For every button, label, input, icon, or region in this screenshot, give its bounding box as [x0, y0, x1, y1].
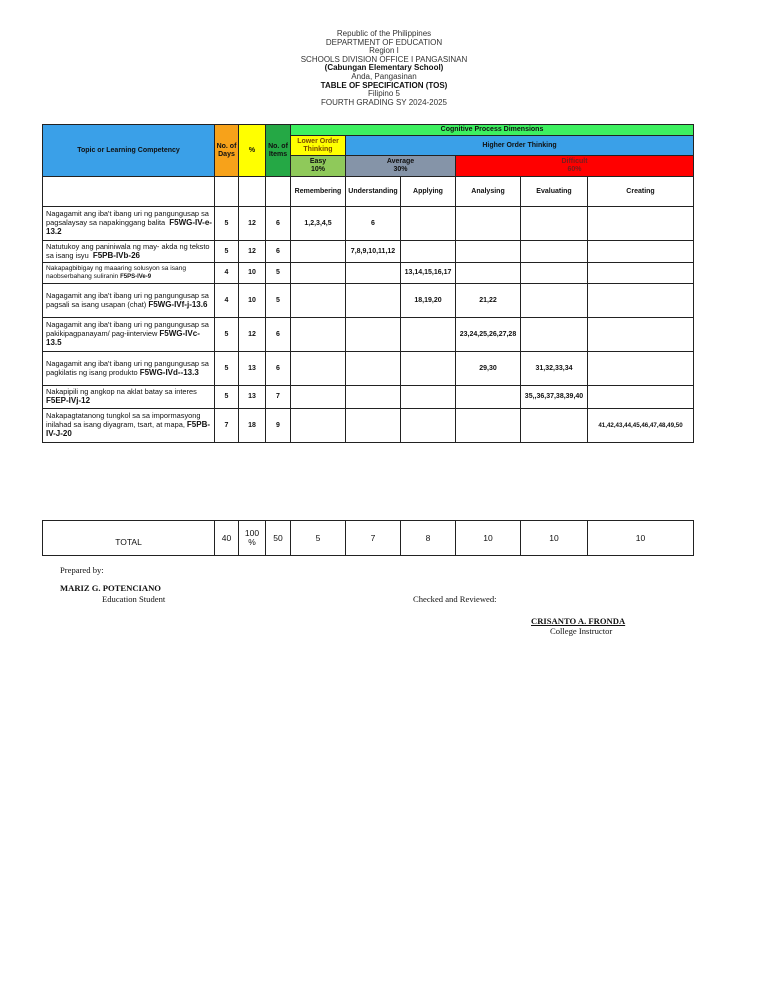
days-cell: 7 [215, 409, 239, 443]
analysing-cell [456, 409, 521, 443]
applying-cell [401, 386, 456, 409]
competency-cell [43, 241, 215, 263]
total-remembering: 5 [291, 521, 346, 556]
competency-code: F5PS-IVe-9 [120, 274, 152, 280]
applying-cell [401, 207, 456, 241]
table-row [43, 409, 694, 443]
total-applying: 8 [401, 521, 456, 556]
evaluating-cell [521, 207, 588, 241]
competency-text: Nakapagbibigay ng maaaring solusyon sa isang naobserbahang suliranin [46, 265, 187, 280]
header-topic: Topic or Learning Competency [43, 125, 215, 177]
evaluating-cell [521, 263, 588, 284]
creating-cell [588, 263, 694, 284]
header-creating: Creating [588, 177, 694, 207]
total-table [42, 520, 694, 556]
header-easy [291, 156, 346, 177]
understanding-cell [346, 263, 401, 284]
analysing-cell [456, 207, 521, 241]
competency-cell [43, 284, 215, 318]
competency-cell [43, 386, 215, 409]
understanding-cell: 6 [346, 207, 401, 241]
table-row [43, 352, 694, 386]
applying-cell: 18,19,20 [401, 284, 456, 318]
prepared-by-label: Prepared by: [60, 565, 104, 575]
table-row [43, 263, 694, 284]
competency-cell [43, 318, 215, 352]
creating-cell [588, 207, 694, 241]
header-line-location: Anda, Pangasinan [351, 71, 417, 81]
analysing-cell: 21,22 [456, 284, 521, 318]
understanding-cell: 7,8,9,10,11,12 [346, 241, 401, 263]
total-percent: 100 % [239, 521, 266, 556]
header-line-title: TABLE OF SPECIFICATION (TOS) [320, 80, 448, 90]
competency-cell [43, 207, 215, 241]
creating-cell [588, 352, 694, 386]
header-line-region: Region I [369, 46, 399, 56]
competency-code: F5EP-IVj-12 [46, 396, 91, 405]
reviewer-role: College Instructor [550, 626, 613, 636]
header-line-republic: Republic of the Philippines [336, 29, 432, 38]
evaluating-cell [521, 241, 588, 263]
total-row [43, 521, 694, 556]
applying-cell [401, 241, 456, 263]
header-cognitive: Cognitive Process Dimensions [291, 125, 694, 136]
items-cell: 6 [266, 352, 291, 386]
understanding-cell [346, 284, 401, 318]
remembering-cell [291, 263, 346, 284]
table-row [43, 318, 694, 352]
evaluating-cell: 31,32,33,34 [521, 352, 588, 386]
total-label: TOTAL [43, 521, 215, 556]
percent-cell: 13 [239, 352, 266, 386]
competency-text: Nagagamit ang iba't ibang uri ng pangungusap sa pakikipagpanayam/ pag-iinterview [46, 320, 209, 339]
easy-percent: 10% [310, 166, 325, 173]
difficult-label: Difficult [561, 158, 588, 165]
header-line-deped: DEPARTMENT OF EDUCATION [325, 37, 443, 47]
analysing-cell [456, 386, 521, 409]
applying-cell [401, 409, 456, 443]
days-cell: 5 [215, 386, 239, 409]
items-cell: 6 [266, 318, 291, 352]
analysing-cell: 23,24,25,26,27,28 [456, 318, 521, 352]
items-cell: 9 [266, 409, 291, 443]
tos-table [42, 124, 694, 443]
easy-label: Easy [309, 158, 327, 165]
understanding-cell [346, 352, 401, 386]
document-header [0, 30, 768, 107]
percent-cell: 13 [239, 386, 266, 409]
creating-cell [588, 318, 694, 352]
remembering-cell [291, 386, 346, 409]
competency-code: F5PB-IV-J-20 [46, 420, 211, 438]
evaluating-cell [521, 284, 588, 318]
remembering-cell [291, 284, 346, 318]
percent-cell: 10 [239, 284, 266, 318]
creating-cell [588, 241, 694, 263]
header-lower-order: Lower Order Thinking [291, 136, 346, 156]
header-line-grading: FOURTH GRADING SY 2024-2025 [321, 97, 447, 107]
percent-cell: 12 [239, 241, 266, 263]
blank-header-cell [266, 177, 291, 207]
percent-cell: 10 [239, 263, 266, 284]
remembering-cell [291, 409, 346, 443]
competency-text: Nakapipili ng angkop na aklat batay sa interes [46, 387, 197, 397]
competency-code: F5WG-IVc-13.5 [46, 329, 200, 347]
table-row [43, 386, 694, 409]
remembering-cell: 1,2,3,4,5 [291, 207, 346, 241]
percent-cell: 18 [239, 409, 266, 443]
analysing-cell: 29,30 [456, 352, 521, 386]
percent-cell: 12 [239, 318, 266, 352]
total-creating: 10 [588, 521, 694, 556]
header-evaluating: Evaluating [521, 177, 588, 207]
header-line-school: (Cabungan Elementary School) [324, 63, 444, 73]
understanding-cell [346, 409, 401, 443]
applying-cell: 13,14,15,16,17 [401, 263, 456, 284]
blank-header-cell [239, 177, 266, 207]
preparer-name: MARIZ G. POTENCIANO [60, 583, 161, 593]
creating-cell: 41,42,43,44,45,46,47,48,49,50 [588, 409, 694, 443]
creating-cell [588, 284, 694, 318]
evaluating-cell [521, 409, 588, 443]
competency-code: F5WG-IVd--13.3 [139, 367, 199, 377]
table-row [43, 284, 694, 318]
days-cell: 4 [215, 284, 239, 318]
header-understanding: Understanding [346, 177, 401, 207]
total-days: 40 [215, 521, 239, 556]
items-cell: 5 [266, 284, 291, 318]
remembering-cell [291, 318, 346, 352]
header-line-subject: Filipino 5 [367, 89, 400, 99]
analysing-cell [456, 263, 521, 284]
analysing-cell [456, 241, 521, 263]
header-higher-order: Higher Order Thinking [346, 136, 694, 156]
days-cell: 5 [215, 241, 239, 263]
average-label: Average [386, 158, 415, 165]
competency-cell: Nakapagtatanong tungkol sa sa impormasyong inilahad sa isang diyagram, tsart, at mapa, F5PB-IV-J-20 [43, 409, 215, 443]
competency-text: Natutukoy ang paniniwala ng may- akda ng teksto sa isang isyu [46, 241, 210, 260]
total-evaluating: 10 [521, 521, 588, 556]
competency-text: Nagagamit ang iba't ibang uri ng pangungusap sa pagsalaysay sa napakinggang balita [46, 209, 209, 228]
table-row [43, 241, 694, 263]
competency-cell [43, 263, 215, 284]
preparer-role: Education Student [102, 594, 166, 604]
applying-cell [401, 318, 456, 352]
items-cell: 5 [266, 263, 291, 284]
competency-code: F5PB-IVb-26 [92, 250, 140, 260]
applying-cell [401, 352, 456, 386]
days-cell: 4 [215, 263, 239, 284]
average-percent: 30% [393, 166, 408, 173]
competency-text: Nagagamit ang iba't ibang uri ng pangungusap sa pagkilatis ng isang produkto [46, 358, 209, 377]
difficult-percent: 60% [567, 166, 582, 173]
header-days: No. of Days [215, 125, 239, 177]
header-applying: Applying [401, 177, 456, 207]
checked-reviewed-label: Checked and Reviewed: [413, 594, 497, 604]
items-cell: 6 [266, 241, 291, 263]
days-cell: 5 [215, 207, 239, 241]
percent-cell: 12 [239, 207, 266, 241]
total-analysing: 10 [456, 521, 521, 556]
total-items: 50 [266, 521, 291, 556]
header-analysing: Analysing [456, 177, 521, 207]
competency-code: F5WG-IVf-j-13.6 [148, 299, 208, 309]
understanding-cell [346, 318, 401, 352]
blank-header-cell [215, 177, 239, 207]
header-average [346, 156, 456, 177]
competency-code: F5WG-IV-e-13.2 [46, 218, 212, 236]
remembering-cell [291, 241, 346, 263]
competency-text: Nagagamit ang iba't ibang uri ng pangungusap sa pagsali sa isang usapan (chat) [46, 290, 209, 309]
header-difficult [456, 156, 694, 177]
table-row [43, 207, 694, 241]
competency-text: Nakapagtatanong tungkol sa sa impormasyong inilahad sa isang diyagram, tsart, at mapa [46, 411, 201, 430]
days-cell: 5 [215, 352, 239, 386]
evaluating-cell [521, 318, 588, 352]
items-cell: 6 [266, 207, 291, 241]
creating-cell [588, 386, 694, 409]
evaluating-cell: 35,,36,37,38,39,40 [521, 386, 588, 409]
header-percent: % [239, 125, 266, 177]
blank-header-cell [43, 177, 215, 207]
header-remembering: Remembering [291, 177, 346, 207]
total-understanding: 7 [346, 521, 401, 556]
remembering-cell [291, 352, 346, 386]
items-cell: 7 [266, 386, 291, 409]
header-items: No. of Items [266, 125, 291, 177]
competency-cell [43, 352, 215, 386]
reviewer-name: CRISANTO A. FRONDA [531, 616, 626, 626]
understanding-cell [346, 386, 401, 409]
days-cell: 5 [215, 318, 239, 352]
header-line-division: SCHOOLS DIVISION OFFICE I PANGASINAN [300, 54, 468, 64]
